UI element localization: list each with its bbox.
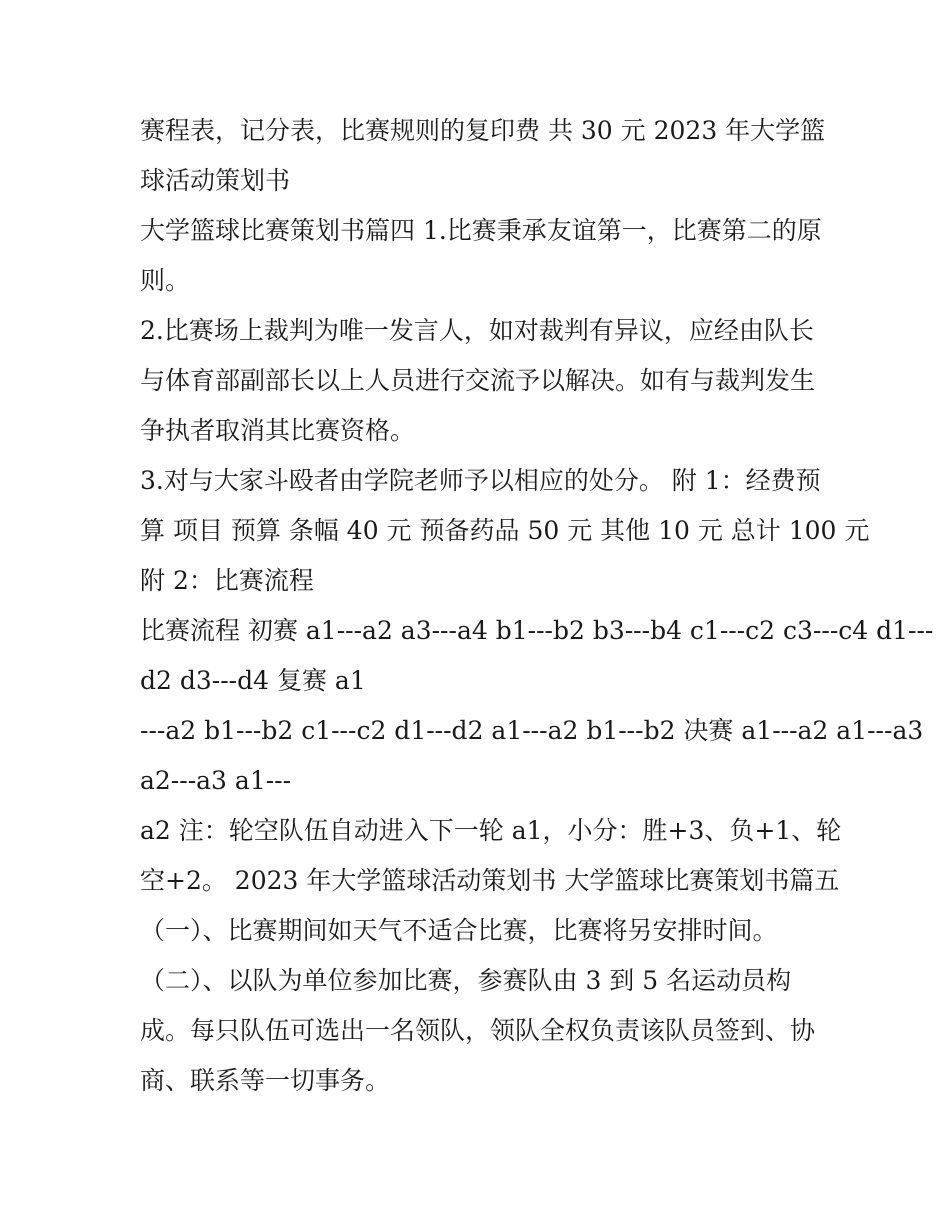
paragraph-rule-1 (140, 206, 820, 306)
text-line: 2.比赛场上裁判为唯一发言人，如对裁判有异议，应经由队长 (140, 316, 814, 345)
text-line: 争执者取消其比赛资格。 (140, 416, 416, 445)
text-line: 空+2。 2023 年大学篮球活动策划书 大学篮球比赛策划书篇五 (140, 866, 840, 895)
text-line: ---a2 b1---b2 c1---c2 d1---d2 a1---a2 b1---b2 决赛 a1---a2 a1---a3 (140, 716, 924, 745)
document-body (140, 106, 934, 1106)
text-line: 比赛流程 初赛 a1---a2 a3---a4 b1---b2 b3---b4 c1---c2 c3---c4 d1--- (140, 616, 934, 645)
paragraph-flow-final (140, 706, 924, 806)
text-line: 商、联系等一切事务。 (140, 1066, 391, 1095)
text-line: 大学篮球比赛策划书篇四 1.比赛秉承友谊第一，比赛第二的原 (140, 216, 822, 245)
text-line: a2---a3 a1--- (140, 766, 292, 795)
paragraph-rule-3-budget (140, 456, 870, 606)
paragraph-rule-2 (140, 306, 820, 456)
text-line: 球活动策划书 (140, 166, 291, 195)
paragraph-notes-part-five (140, 806, 842, 1106)
text-line: 赛程表，记分表，比赛规则的复印费 共 30 元 2023 年大学篮 (140, 116, 826, 145)
text-line: d2 d3---d4 复赛 a1 (140, 666, 366, 695)
text-line: 与体育部副部长以上人员进行交流予以解决。如有与裁判发生 (140, 366, 816, 395)
text-line: （一）、比赛期间如天气不适合比赛，比赛将另安排时间。 (140, 916, 778, 945)
paragraph-fees (140, 106, 826, 206)
text-line: （二）、以队为单位参加比赛，参赛队由 3 到 5 名运动员构 (140, 966, 792, 995)
text-line: 附 2：比赛流程 (140, 566, 314, 595)
text-line: 算 项目 预算 条幅 40 元 预备药品 50 元 其他 10 元 总计 100 元 (140, 516, 870, 545)
text-line: 则。 (140, 266, 191, 295)
text-line: 3.对与大家斗殴者由学院老师予以相应的处分。 附 1：经费预 (140, 466, 821, 495)
text-line: 成。每只队伍可选出一名领队，领队全权负责该队员签到、协 (140, 1016, 816, 1045)
text-line: a2 注：轮空队伍自动进入下一轮 a1，小分：胜+3、负+1、轮 (140, 816, 842, 845)
paragraph-flow-prelim (140, 606, 934, 706)
